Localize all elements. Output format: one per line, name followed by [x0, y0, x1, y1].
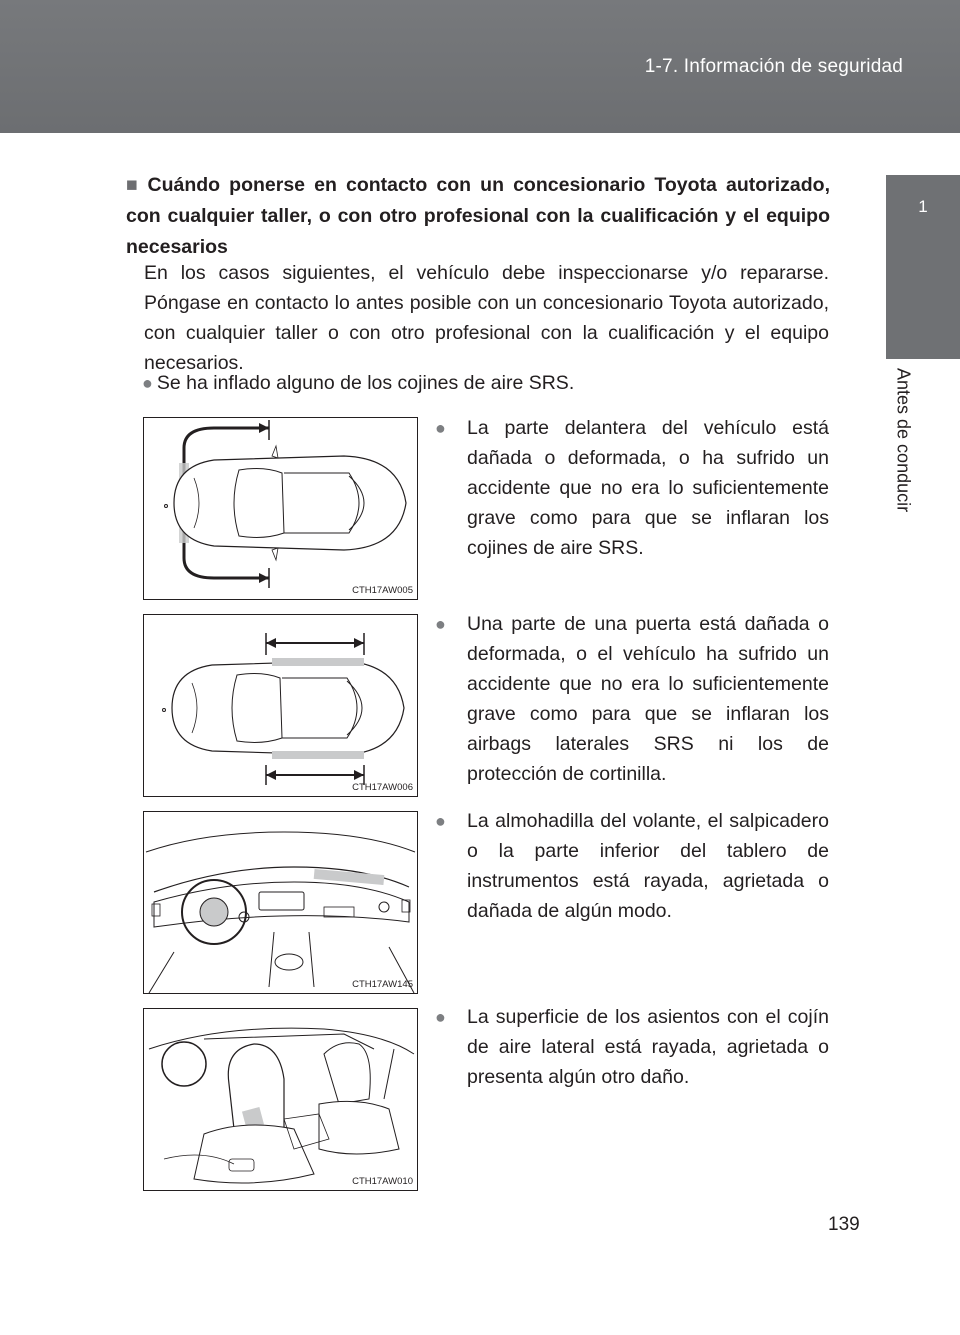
bullet-icon: ● — [435, 1007, 446, 1027]
bullet-airbags-text: Se ha inflado alguno de los cojines de aire SRS. — [156, 372, 575, 394]
figure-code: CTH17AW005 — [352, 585, 413, 596]
header-band — [0, 0, 960, 133]
item-seats-text: La superficie de los asientos con el cojín de aire lateral está rayada, agrietada o presenta algún otro daño. — [467, 1006, 829, 1088]
seats-illustration — [144, 1009, 417, 1192]
figure-code: CTH17AW006 — [352, 782, 413, 793]
section-heading — [126, 170, 830, 263]
bullet-icon: ● — [435, 418, 446, 438]
figure-door-damage — [143, 614, 418, 797]
chapter-number: 1 — [918, 197, 928, 216]
figure-seats — [143, 1008, 418, 1191]
figure-code: CTH17AW010 — [352, 1176, 413, 1187]
item-front-damage — [435, 413, 829, 563]
item-dashboard — [435, 806, 829, 926]
item-door-damage-text: Una parte de una puerta está dañada o deformada, o el vehículo ha sufrido un accidente que no era lo suficientemente grave como para que se inflaran los airbags laterales SRS ni los de protección de cortinilla. — [467, 613, 829, 785]
chapter-tab — [886, 175, 960, 359]
item-dashboard-text: La almohadilla del volante, el salpicadero o la parte inferior del tablero de instrumentos está rayada, agrietada o dañada de algún modo. — [467, 810, 829, 922]
bullet-icon: ● — [435, 614, 446, 634]
figure-code: CTH17AW145 — [352, 979, 413, 990]
car-top-front-illustration — [144, 418, 417, 599]
item-front-damage-text: La parte delantera del vehículo está dañada o deformada, o ha sufrido un accidente que no era lo suficientemente grave como para que se inflaran los cojines de aire SRS. — [467, 417, 829, 559]
page-number: 139 — [828, 1214, 860, 1235]
section-title: 1-7. Información de seguridad — [644, 56, 903, 77]
item-seats — [435, 1002, 829, 1092]
heading-text: Cuándo ponerse en contacto con un concesionario Toyota autorizado, con cualquier taller, o con otro profesional con la cualificación y el equipo necesarios — [126, 174, 830, 258]
item-door-damage — [435, 609, 829, 789]
figure-front-damage — [143, 417, 418, 600]
intro-paragraph: En los casos siguientes, el vehículo debe inspeccionarse y/o repararse. Póngase en contacto lo antes posible con un concesionario Toyota autorizado, con cualquier taller o con otro profesional con la cualificación y el equipo necesarios. — [144, 262, 829, 374]
chapter-label: Antes de conducir — [893, 368, 914, 513]
car-top-side-illustration — [144, 615, 417, 796]
square-bullet-icon: ■ — [126, 174, 142, 196]
bullet-icon: ● — [142, 373, 153, 393]
figure-dashboard — [143, 811, 418, 994]
dashboard-illustration — [144, 812, 417, 993]
bullet-airbags — [142, 368, 574, 398]
bullet-icon: ● — [435, 811, 446, 831]
